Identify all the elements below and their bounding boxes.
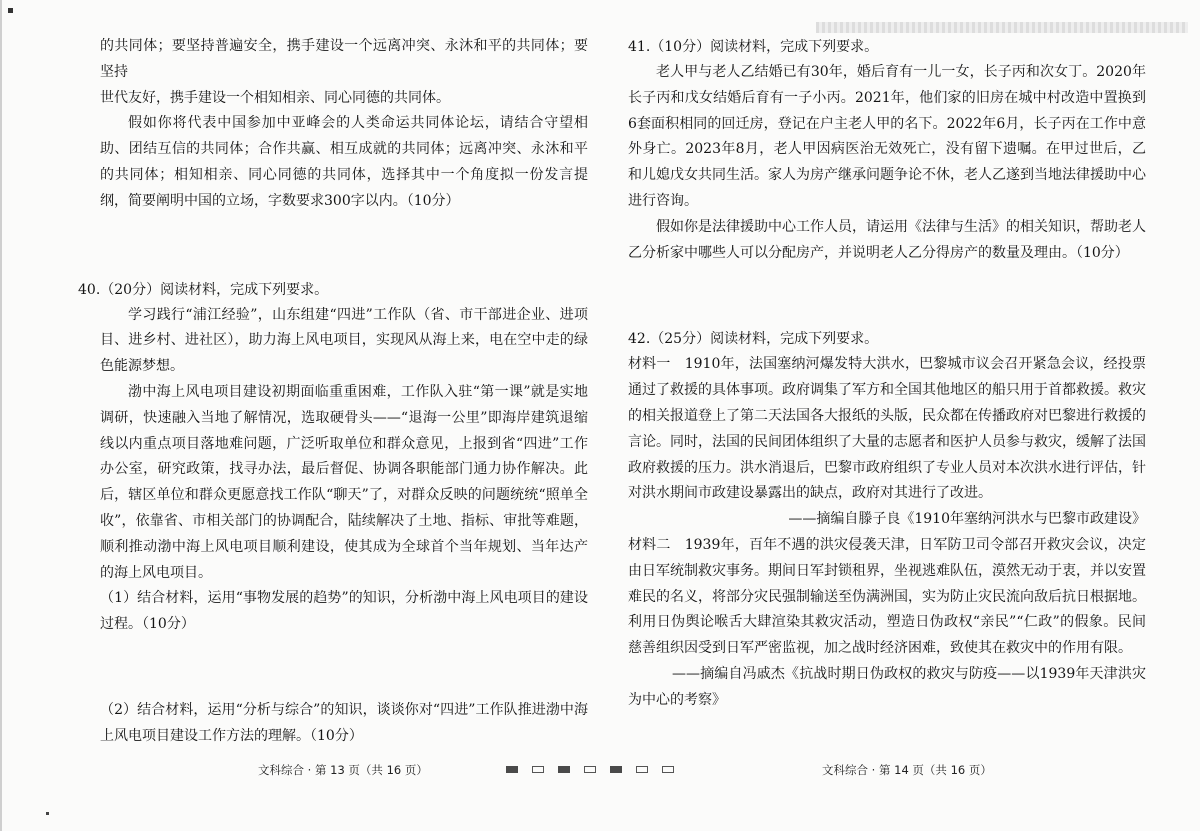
scan-speck (8, 8, 13, 13)
q41-task: 假如你是法律援助中心工作人员，请运用《法律与生活》的相关知识，帮助老人乙分析家中哪些人可以分配房产，并说明老人乙分得房产的数量及理由。（10分） (628, 218, 1146, 261)
q39-tail-line-2: 世代友好，携手建设一个相知相亲、同心同德的共同体。 (100, 89, 450, 106)
right-page (628, 34, 1146, 714)
registration-mark (662, 766, 674, 773)
registration-mark (558, 766, 570, 773)
registration-mark (636, 766, 648, 773)
q42-heading: 42.（25分）阅读材料，完成下列要求。 (628, 331, 879, 348)
q39-tail-line-1: 的共同体；要坚持普遍安全，携手建设一个远离冲突、永沐和平的共同体；要坚持 (100, 38, 588, 80)
scan-speck (46, 812, 49, 815)
page-registration-marks (506, 766, 674, 773)
q41-paragraph: 老人甲与老人乙结婚已有30年，婚后育有一儿一女，长子丙和次女丁。2020年长子丙和戊女结婚后育有一子小丙。2021年，他们家的旧房在城中村改造中置换到6套面积相同的回迁房，登记在户主老人甲的名下。2022年6月，长子丙在工作中意外身亡。2023年8月，老人甲因病医治无效死亡，没有留下遗嘱。在甲过世后，乙和儿媳戊女共同生活。家人为房产继承问题争论不休，老人乙遂到当地法律援助中心进行咨询。 (628, 64, 1146, 209)
registration-mark (610, 766, 622, 773)
registration-mark (532, 766, 544, 773)
registration-mark (506, 766, 518, 773)
left-page (78, 34, 588, 750)
page-footer-right: 文科综合 · 第 14 页（共 16 页） (822, 763, 992, 777)
scan-edge (0, 0, 2, 831)
q40-paragraph-2: 渤中海上风电项目建设初期面临重重困难，工作队入驻“第一课”就是实地调研，快速融入当地了解情况，选取硬骨头——“退海一公里”即海岸建筑退缩线以内重点项目落地难问题，广泛听取单位和群众意见，上报到省“四进”工作办公室，研究政策，找寻办法，最后督促、协调各职能部门通力协作解决。此后，辖区单位和群众更愿意找工作队“聊天”了，对群众反映的问题统统“照单全收”，依靠省、市相关部门的协调配合，陆续解决了土地、指标、审批等难题，顺利推动渤中海上风电项目顺利建设，使其成为全球首个当年规划、当年达产的海上风电项目。 (100, 383, 588, 581)
registration-mark (584, 766, 596, 773)
page-footer-left: 文科综合 · 第 13 页（共 16 页） (258, 763, 428, 777)
q42-material-1: 材料一 1910年，法国塞纳河爆发特大洪水，巴黎城市议会召开紧急会议，经投票通过了救援的具体事项。政府调集了军方和全国其他地区的船只用于首都救援。救灾的相关报道登上了第二天法国各大报纸的头版，民众都在传播政府对巴黎进行救援的言论。同时，法国的民间团体组织了大量的志愿者和医护人员参与救灾，缓解了法国政府救援的压力。洪水消退后，巴黎市政府组织了专业人员对本次洪水进行评估，针对洪水期间市政建设暴露出的缺点，政府对其进行了改进。 (628, 356, 1146, 502)
q40-heading: 40.（20分）阅读材料，完成下列要求。 (78, 281, 329, 298)
q40-subquestion-1: （1）结合材料，运用“事物发展的趋势”的知识，分析渤中海上风电项目的建设过程。（10分） (100, 590, 588, 633)
q42-material-2-citation: ——摘编自冯戚杰《抗战时期日伪政权的救灾与防疫——以1939年天津洪灾为中心的考察》 (628, 665, 1146, 708)
q40-subquestion-2: （2）结合材料，运用“分析与综合”的知识，谈谈你对“四进”工作队推进渤中海上风电项目建设工作方法的理解。（10分） (100, 701, 588, 744)
q39-task: 假如你将代表中国参加中亚峰会的人类命运共同体论坛，请结合守望相助、团结互信的共同体；合作共赢、相互成就的共同体；远离冲突、永沐和平的共同体；相知相亲、同心同德的共同体，选择其中一个角度拟一份发言提纲，简要阐明中国的立场，字数要求300字以内。（10分） (100, 115, 588, 209)
q42-material-2: 材料二 1939年，百年不遇的洪灾侵袭天津，日军防卫司令部召开救灾会议，决定由日军统制救灾事务。期间日军封锁租界，坐视逃难队伍，漠然无动于衷，并以安置难民的名义，将部分灾民强制输送至伪满洲国，实为防止灾民流向敌后抗日根据地。利用日伪舆论喉舌大肆渲染其救灾活动，塑造日伪政权“亲民”“仁政”的假象。民间慈善组织因受到日军严密监视，加之战时经济困难，致使其在救灾中的作用有限。 (628, 536, 1146, 657)
scan-band (816, 22, 1188, 33)
q41-heading: 41.（10分）阅读材料，完成下列要求。 (628, 39, 879, 55)
q42-material-1-citation: ——摘编自滕子良《1910年塞纳河洪水与巴黎市政建设》 (788, 511, 1146, 528)
q40-paragraph-1: 学习践行“浦江经验”，山东组建“四进”工作队（省、市干部进企业、进项目、进乡村、进社区），助力海上风电项目，实现风从海上来，电在空中走的绿色能源梦想。 (100, 306, 588, 375)
